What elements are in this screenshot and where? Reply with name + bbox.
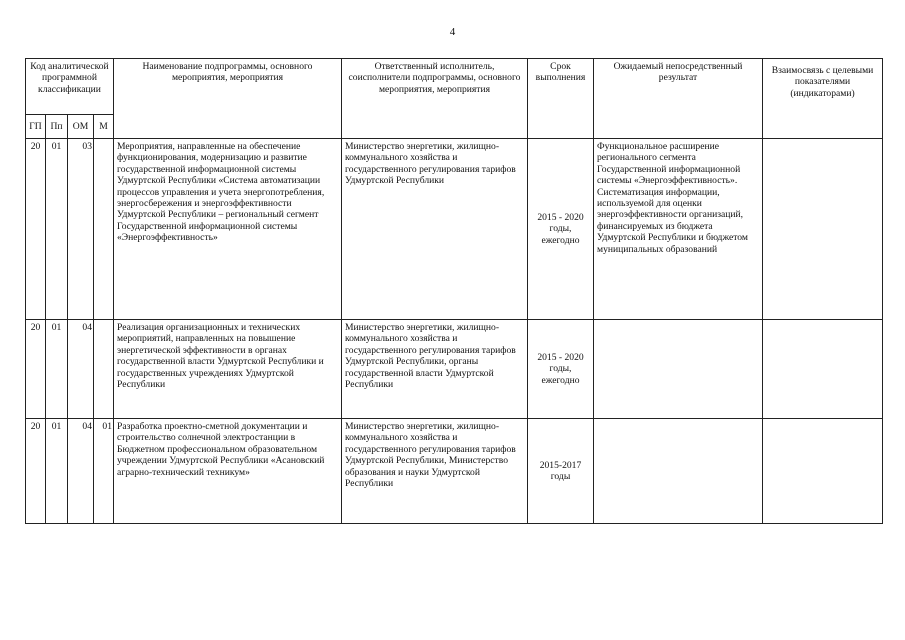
cell-link: [763, 419, 883, 524]
table-header-row: [26, 59, 883, 115]
header-result: Ожидаемый непосредственный результат: [594, 59, 763, 139]
header-link: Взаимосвязь с целевыми показателями (индикаторами): [763, 59, 883, 139]
program-table: [25, 58, 883, 524]
page-number: 4: [449, 26, 456, 38]
cell-result: Функциональное расширение регионального сегмента Государственной информационной системы «Энергоэффективность». Систематизация информации, используемой для оценки энергоэффективности организаций, финансируемых из бюджета Удмуртской Республики и бюджетом муниципальных образований: [594, 139, 763, 320]
header-m: М: [94, 115, 114, 139]
cell-pp: 01: [46, 320, 68, 419]
cell-gp: 20: [26, 419, 46, 524]
header-pp: Пп: [46, 115, 68, 139]
cell-result: [594, 419, 763, 524]
cell-link: [763, 320, 883, 419]
cell-pp: 01: [46, 139, 68, 320]
table-row: [26, 320, 883, 419]
cell-name: Мероприятия, направленные на обеспечение функционирования, модернизацию и развитие государственной информационной системы Удмуртской Республики «Система автоматизации процессов управления и учета энергопотребления, энергосбережения и энергоэффективности Удмуртской Республики – региональный сегмент Государственной информационной системы «Энергоэффективность»: [114, 139, 342, 320]
cell-responsible: Министерство энергетики, жилищно-коммунального хозяйства и государственного регулирования тарифов Удмуртской Республики, органы государственной власти Удмуртской Республики: [342, 320, 528, 419]
header-responsible: Ответственный исполнитель, соисполнители подпрограммы, основного мероприятия, мероприятия: [342, 59, 528, 139]
cell-m: [94, 139, 114, 320]
table-row: [26, 139, 883, 320]
cell-om: 04: [68, 320, 94, 419]
cell-term: 2015 - 2020 годы, ежегодно: [528, 139, 594, 320]
cell-term: 2015-2017 годы: [528, 419, 594, 524]
cell-link: [763, 139, 883, 320]
header-om: ОМ: [68, 115, 94, 139]
cell-name: Разработка проектно-сметной документации и строительство солнечной электростанции в Бюджетном профессиональном образовательном учреждении Удмуртской Республики «Асановский аграрно-технический техникум»: [114, 419, 342, 524]
cell-responsible: Министерство энергетики, жилищно-коммунального хозяйства и государственного регулирования тарифов Удмуртской Республики, Министерство образования и науки Удмуртской Республики: [342, 419, 528, 524]
cell-term: 2015 - 2020 годы, ежегодно: [528, 320, 594, 419]
cell-om: 04: [68, 419, 94, 524]
table-row: [26, 419, 883, 524]
header-gp: ГП: [26, 115, 46, 139]
cell-name: Реализация организационных и технических мероприятий, направленных на повышение энергетической эффективности в органах государственной власти Удмуртской Республики и государственных учреждениях Удмуртской Республики: [114, 320, 342, 419]
cell-m: [94, 320, 114, 419]
cell-om: 03: [68, 139, 94, 320]
cell-gp: 20: [26, 139, 46, 320]
cell-m: 01: [94, 419, 114, 524]
cell-result: [594, 320, 763, 419]
cell-responsible: Министерство энергетики, жилищно-коммунального хозяйства и государственного регулирования тарифов Удмуртской Республики: [342, 139, 528, 320]
header-name: Наименование подпрограммы, основного мероприятия, мероприятия: [114, 59, 342, 139]
header-term: Срок выполнения: [528, 59, 594, 139]
header-code-group: Код аналитической программной классификации: [26, 59, 114, 115]
cell-pp: 01: [46, 419, 68, 524]
cell-gp: 20: [26, 320, 46, 419]
